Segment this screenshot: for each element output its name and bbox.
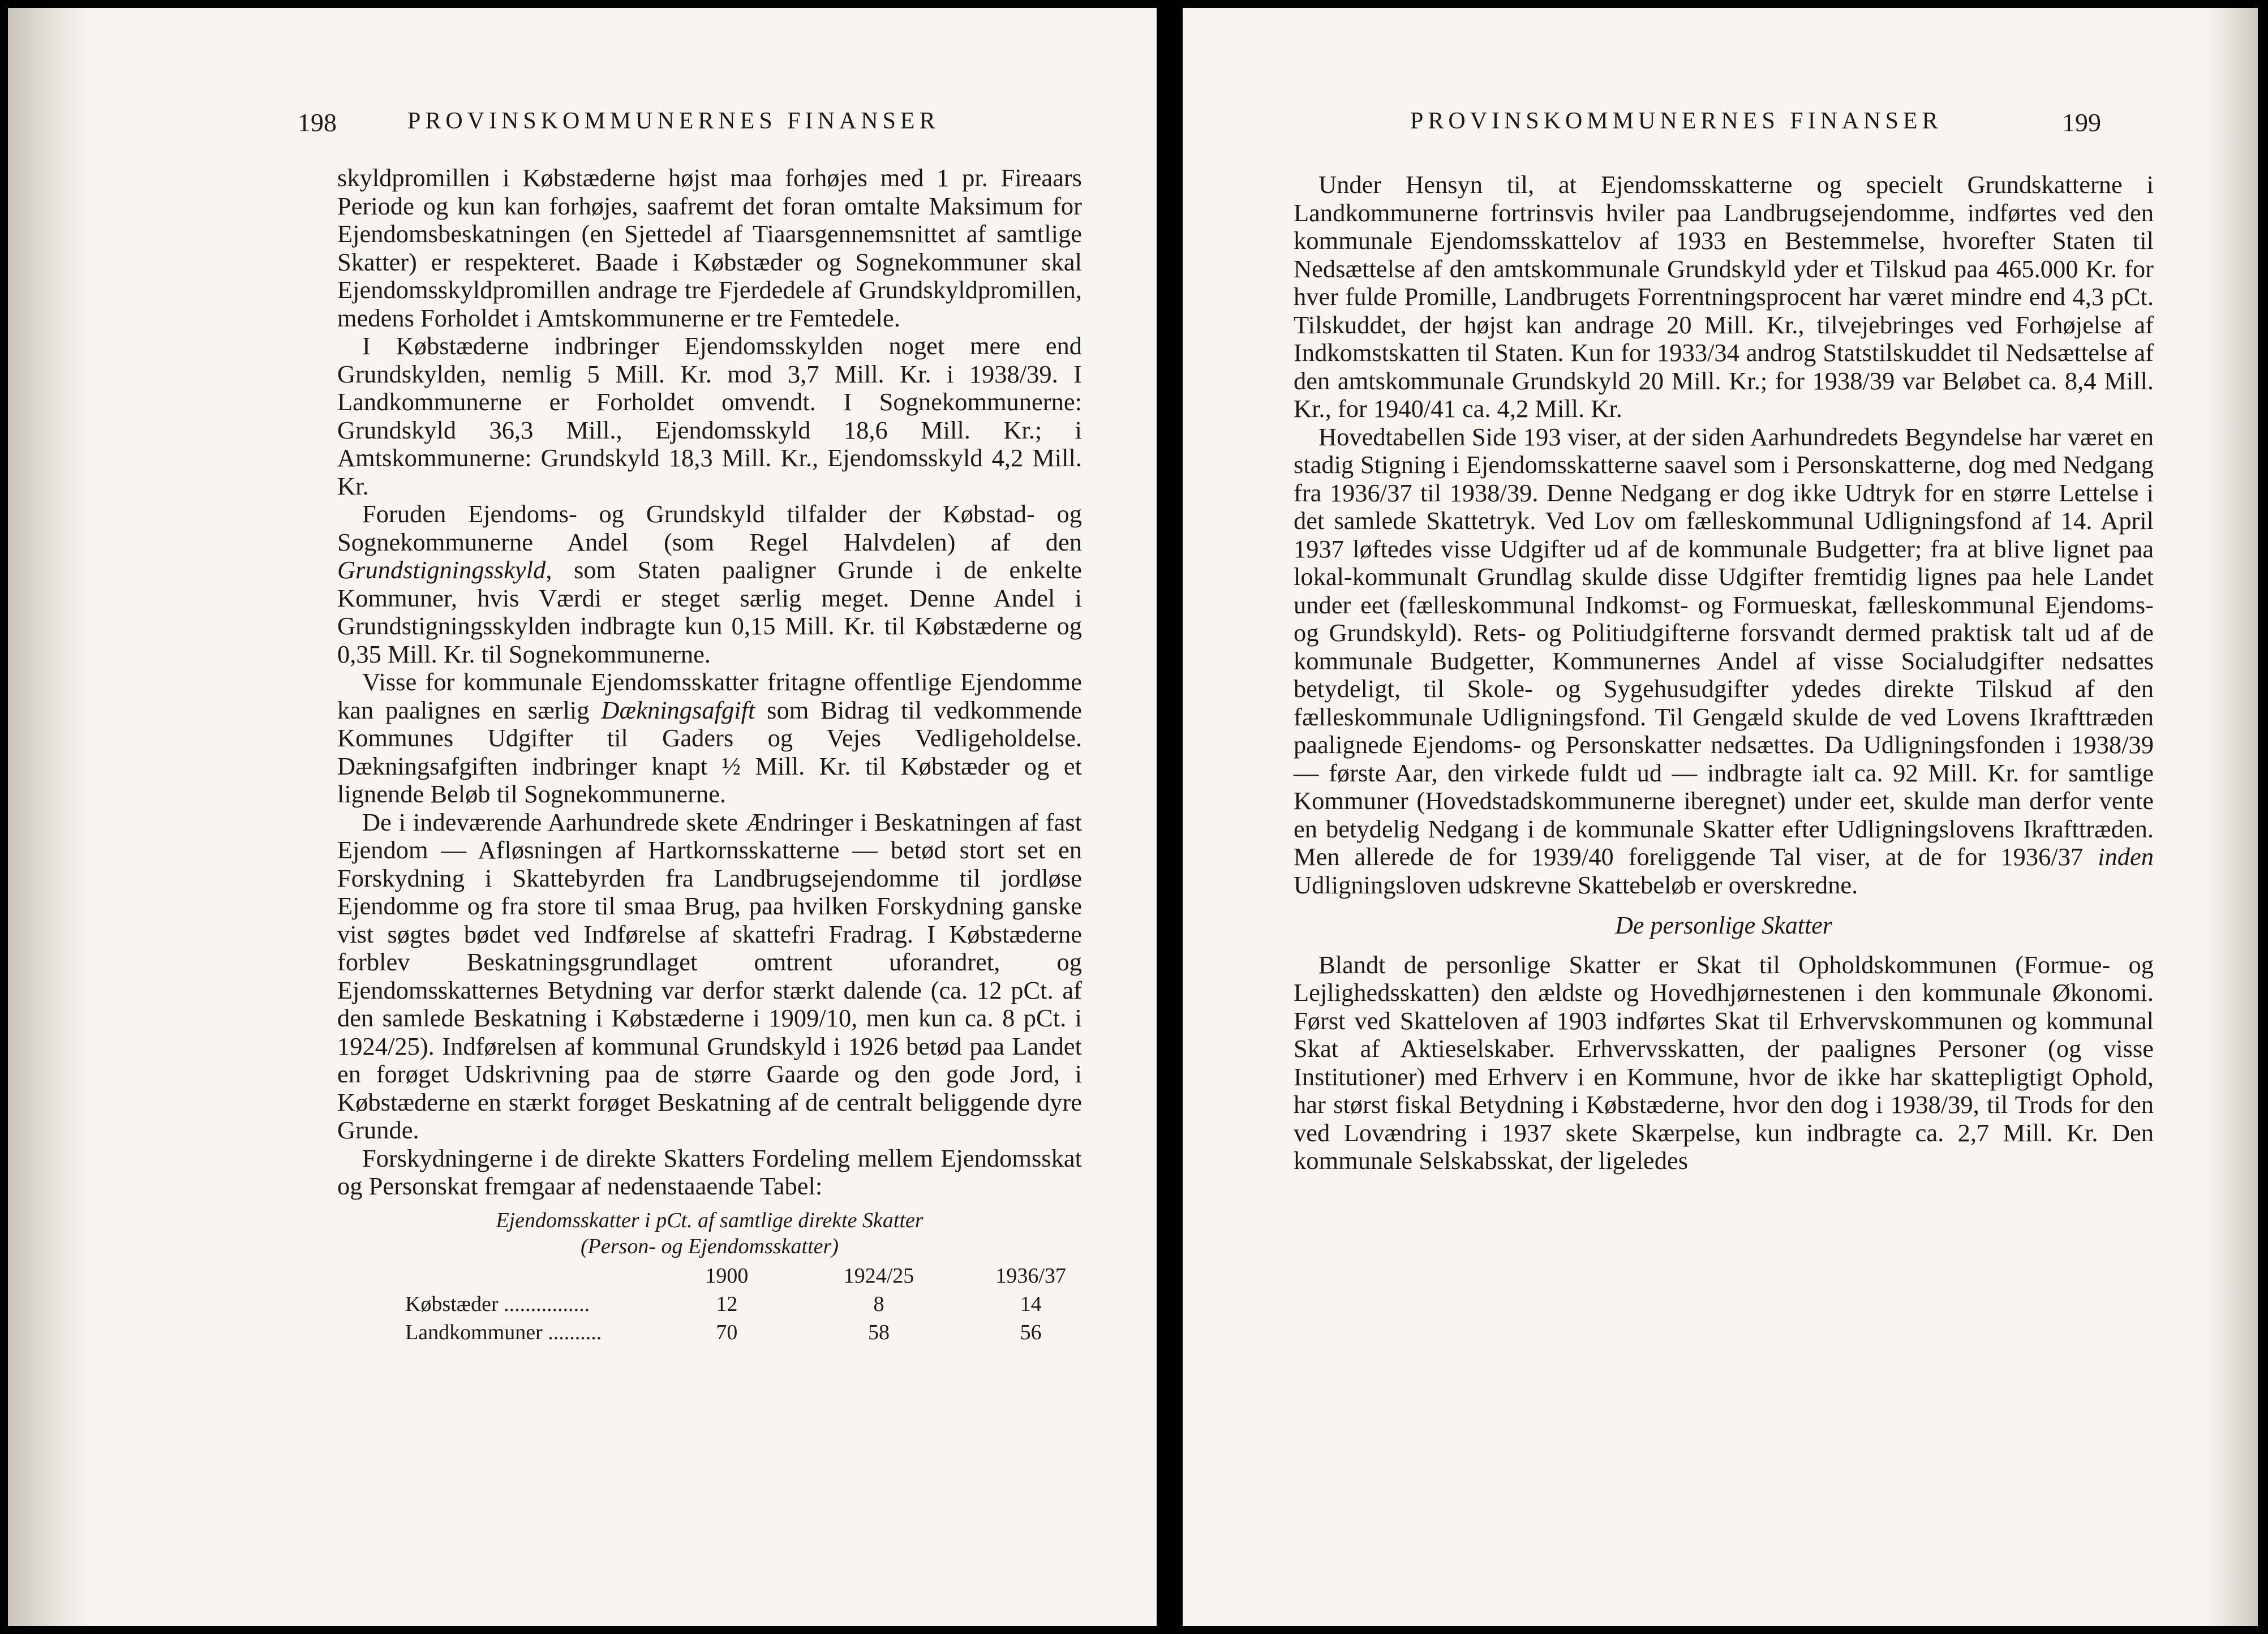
table-row xyxy=(405,1290,1107,1318)
table-cell: 56 xyxy=(1020,1320,1042,1344)
table-cell: 58 xyxy=(867,1320,890,1344)
table-cell: 14 xyxy=(1020,1292,1042,1316)
paragraph: Foruden Ejendoms- og Grundskyld tilfalder der Købstad- og Sognekommunerne Andel (som Regel Halvdelen) af den Grundstigningsskyld, som Staten paaligner Grunde i de enkelte Kommuner, hvis Værdi er steget særlig meget. Denne Andel i Grundstigningsskylden indbragte kun 0,15 Mill. Kr. til Købstæderne og 0,35 Mill. Kr. til Sognekommunerne. xyxy=(337,500,1082,668)
italic-term: inden xyxy=(2098,842,2154,871)
left-page xyxy=(8,8,1157,1626)
table-cell: 70 xyxy=(716,1320,738,1344)
page-number: 198 xyxy=(298,108,337,137)
tax-share-table xyxy=(405,1262,1107,1347)
page-edge-shadow xyxy=(8,8,93,1626)
paragraph: Under Hensyn til, at Ejendomsskatterne og specielt Grundskatterne i Landkommunerne fortrinsvis hviler paa Landbrugsejendomme, indførtes ved den kommunale Ejendomsskattelov af 1933 en Bestemmelse, hvorefter Staten til Nedsættelse af den amtskommunale Grundskyld yder et Tilskud paa 465.000 Kr. for hver fulde Promille, Landbrugets Forrentningsprocent har været mindre end 4,3 pCt. Tilskuddet, der højst kan andrage 20 Mill. Kr., tilvejebringes ved Forhøjelse af Indkomstskatten til Staten. Kun for 1933/34 androg Statstilskuddet til Nedsættelse af den amtskommunale Grundskyld 20 Mill. Kr.; for 1938/39 var Beløbet ca. 8,4 Mill. Kr., for 1940/41 ca. 4,2 Mill. Kr. xyxy=(1294,170,2154,423)
table-header-row xyxy=(405,1262,1107,1290)
paragraph: Visse for kommunale Ejendomsskatter fritagne offentlige Ejendomme kan paalignes en særlig Dækningsafgift som Bidrag til vedkommende Kommunes Udgifter til Gaders og Vejes Vedligeholdelse. Dækningsafgiften indbringer knapt ½ Mill. Kr. til Købstæder og et lignende Beløb til Sognekommunerne. xyxy=(337,668,1082,808)
table-caption: Ejendomsskatter i pCt. af samtlige direkte Skatter (Person- og Ejendomsskatter) xyxy=(496,1208,923,1258)
right-page xyxy=(1183,8,2258,1626)
paragraph: Forskydningerne i de direkte Skatters Fordeling mellem Ejendomsskat og Personskat fremgaar af nedenstaaende Tabel: xyxy=(337,1143,1082,1200)
paragraph: I Købstæderne indbringer Ejendomsskylden noget mere end Grundskylden, nemlig 5 Mill. Kr. mod 3,7 Mill. Kr. i 1938/39. I Landkommunerne er Forholdet omvendt. I Sognekommunerne: Grundskyld 36,3 Mill., Ejendomsskyld 18,6 Mill. Kr.; i Amtskommunerne: Grundskyld 18,3 Mill. Kr., Ejendomsskyld 4,2 Mill. Kr. xyxy=(337,332,1082,500)
page-edge-shadow xyxy=(2207,8,2258,1626)
page-number: 199 xyxy=(2062,108,2101,137)
paragraph: skyldpromillen i Købstæderne højst maa forhøjes med 1 pr. Fireaars Periode og kun kan forhøjes, saafremt det foran omtalte Maksimum for Ejendomsbeskatningen (en Sjettedel af Tiaarsgennemsnittet af samtlige Skatter) er respekteret. Baade i Købstæder og Sognekommuner skal Ejendomsskyldpromillen andrage tre Fjerdedele af Grundskyldpromillen, medens Forholdet i Amtskommunerne er tre Femtedele. xyxy=(337,164,1082,332)
paragraph: Hovedtabellen Side 193 viser, at der siden Aarhundredets Begyndelse har været en stadig Stigning i Ejendomsskatterne saavel som i Personskatterne, dog med Nedgang fra 1936/37 til 1938/39. Denne Nedgang er dog ikke Udtryk for en større Lettelse i det samlede Skattetryk. Ved Lov om fælleskommunal Udligningsfond af 14. April 1937 løftedes visse Udgifter ud af de kommunale Budgetter; fra at blive lignet paa lokal-kommunalt Grundlag skulde disse Udgifter fremtidig lignes paa hele Landet under eet (fælleskommunal Indkomst- og Formueskat, fælleskommunal Ejendoms- og Grundskyld). Rets- og Politiudgifterne forsvandt dermed praktisk talt ud af de kommunale Budgetter, Kommunernes Andel af visse Socialudgifter nedsattes betydeligt, til Skole- og Sygehusudgifter ydedes direkte Tilskud af den fælleskommunale Udligningsfond. Til Gengæld skulde de ved Lovens Ikrafttræden paalignede Ejendoms- og Personskatter nedsættes. Da Udligningsfonden i 1938/39 — første Aar, den virkede fuldt ud — indbragte ialt ca. 92 Mill. Kr. for samtlige Kommuner (Hovedstadskommunerne iberegnet) under eet, skulde man derfor vente en betydelig Nedgang i de kommunale Skatter efter Udligningslovens Ikrafttræden. Men allerede de for 1939/40 foreliggende Tal viser, at de for 1936/37 inden Udligningsloven udskrevne Skattebeløb er overskredne. xyxy=(1294,422,2154,899)
italic-term: Grundstigningsskyld xyxy=(337,556,546,584)
table-cell: 12 xyxy=(716,1292,738,1316)
table-cell: 8 xyxy=(873,1292,884,1316)
row-label: Landkommuner .......... xyxy=(405,1320,602,1344)
body-text xyxy=(1294,171,2154,1175)
column-header: 1936/37 xyxy=(995,1263,1066,1288)
row-label: Købstæder ................ xyxy=(405,1292,590,1316)
running-head: PROVINSKOMMUNERNES FINANSER xyxy=(1410,108,1943,134)
column-header: 1924/25 xyxy=(843,1263,914,1288)
table-row xyxy=(405,1318,1107,1347)
paragraph: Blandt de personlige Skatter er Skat til Opholdskommunen (Formue- og Lejlighedsskatten) den ældste og Hovedhjørnestenen i den kommunale Økonomi. Først ved Skatteloven af 1903 indførtes Skat til Erhvervskommunen og kommunal Skat af Aktieselskaber. Erhvervsskatten, der paalignes Personer (og visse Institutioner) med Erhverv i en Kommune, hvor de ikke har skattepligtigt Ophold, har størst fiskal Betydning i Købstæderne, hvor den dog i 1938/39, til Trods for den ved Lovændring i 1937 skete Skærpelse, kun indbragte ca. 2,7 Mill. Kr. Den kommunale Selskabsskat, der ligeledes xyxy=(1294,950,2154,1175)
paragraph: De i indeværende Aarhundrede skete Ændringer i Beskatningen af fast Ejendom — Afløsningen af Hartkornsskatterne — betød stort set en Forskydning i Skattebyrden fra Landbrugsejendomme til jordløse Ejendomme og fra store til smaa Brug, paa hvilken Forskydning ganske vist søgtes bødet ved Indførelse af skattefri Fradrag. I Købstæderne forblev Beskatningsgrundlaget omtrent uforandret, og Ejendomsskatternes Betydning var derfor stærkt dalende (ca. 12 pCt. af den samlede Beskatning i Købstæderne i 1909/10, men kun ca. 8 pCt. i 1924/25). Indførelsen af kommunal Grundskyld i 1926 betød paa Landet en forøget Udskrivning paa de større Gaarde og den gode Jord, i Købstæderne en stærkt forøget Beskatning af de centralt beliggende dyre Grunde. xyxy=(337,807,1082,1144)
body-text xyxy=(337,164,1082,1347)
section-heading: De personlige Skatter xyxy=(1615,911,1832,939)
italic-term: Dækningsafgift xyxy=(601,695,755,724)
column-header: 1900 xyxy=(705,1263,749,1288)
running-head: PROVINSKOMMUNERNES FINANSER xyxy=(407,108,940,134)
